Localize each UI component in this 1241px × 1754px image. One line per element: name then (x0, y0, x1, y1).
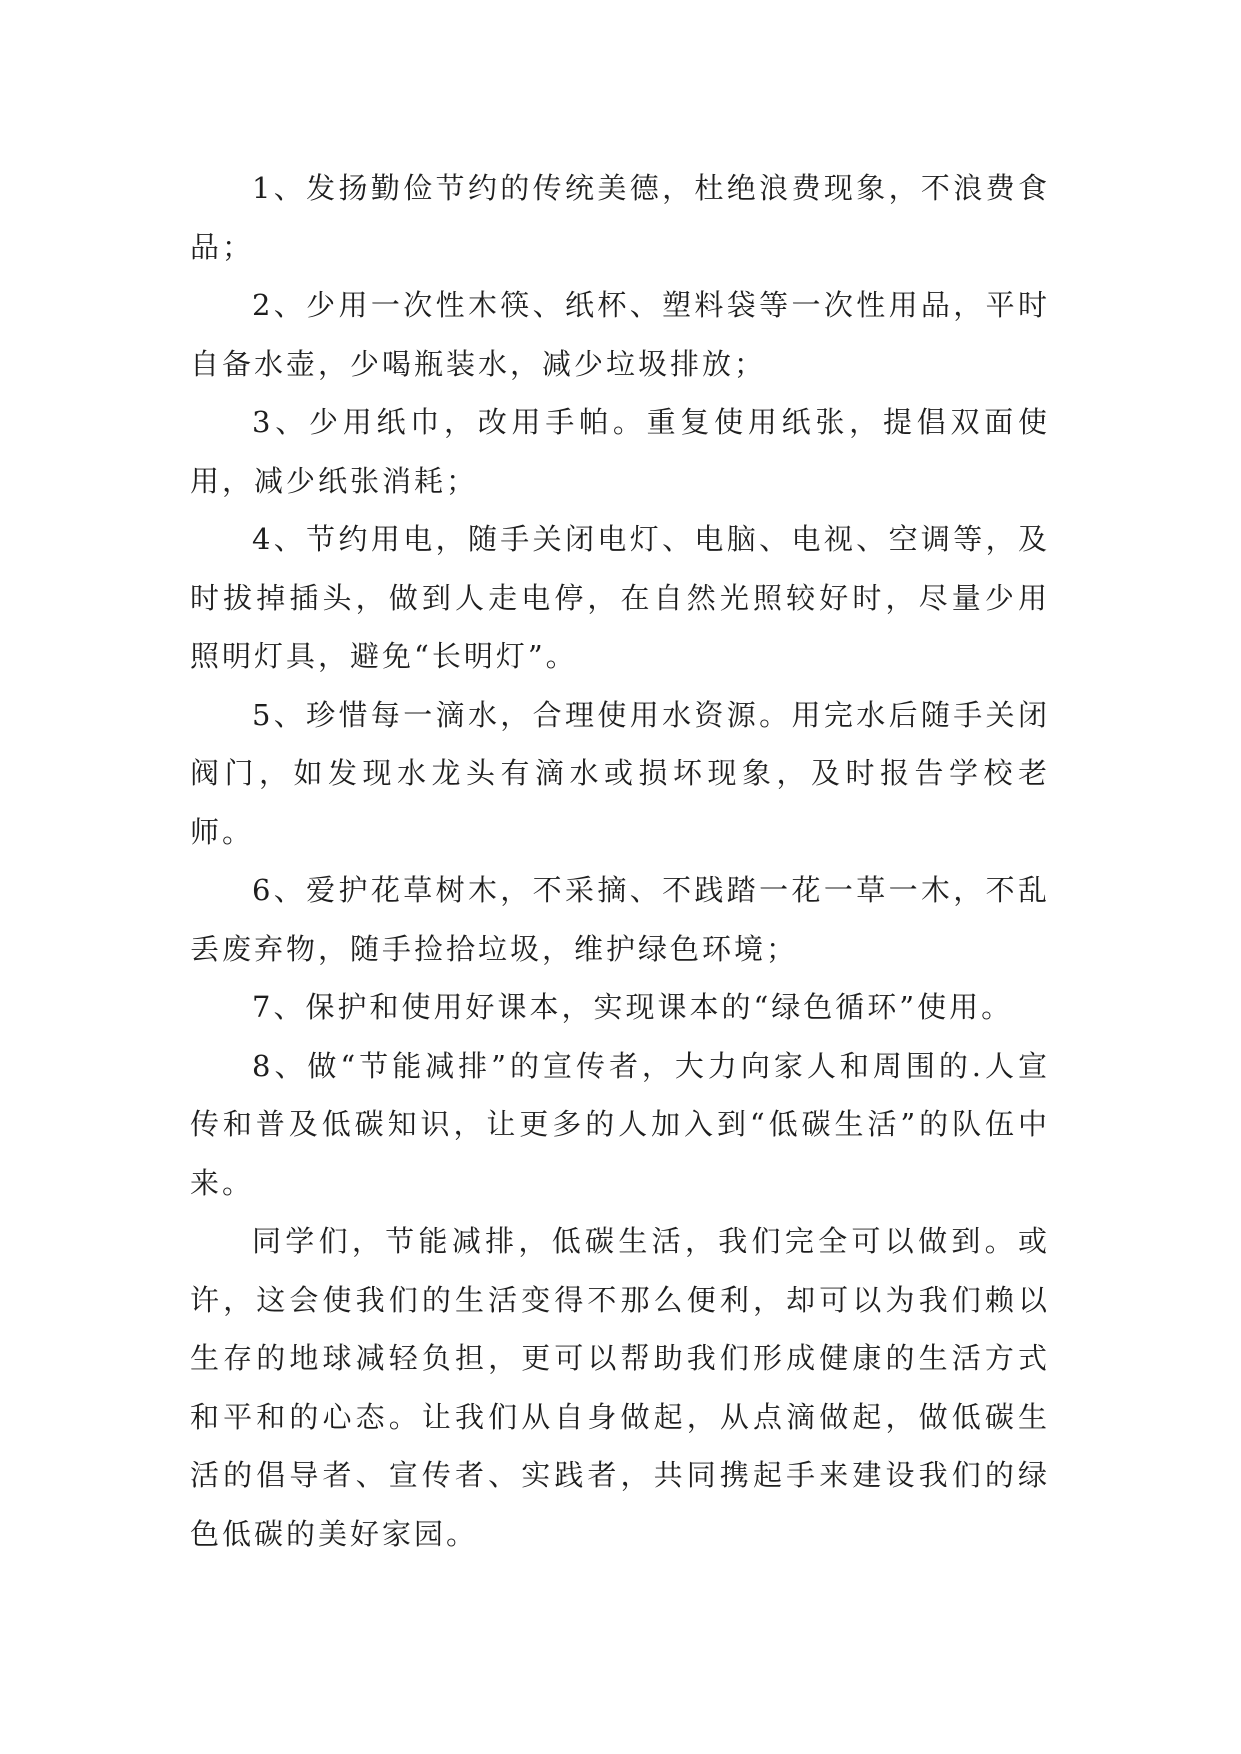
paragraph-item-6: 6、爱护花草树木，不采摘、不践踏一花一草一木，不乱丢废弃物，随手捡拾垃圾，维护绿色环境； (190, 873, 1050, 966)
paragraph-item-7: 7、保护和使用好课本，实现课本的“绿色循环”使用。 (252, 990, 1014, 1024)
closing-paragraph: 同学们，节能减排，低碳生活，我们完全可以做到。或许，这会使我们的生活变得不那么便利，却可以为我们赖以生存的地球减轻负担，更可以帮助我们形成健康的生活方式和平和的心态。让我们从自身做起，从点滴做起，做低碳生活的倡导者、宣传者、实践者，共同携起手来建设我们的绿色低碳的美好家园。 (190, 1224, 1050, 1551)
paragraph-item-4: 4、节约用电，随手关闭电灯、电脑、电视、空调等，及时拔掉插头，做到人走电停，在自然光照较好时，尽量少用照明灯具，避免“长明灯”。 (190, 522, 1050, 673)
paragraph-item-3: 3、少用纸巾，改用手帕。重复使用纸张，提倡双面使用，减少纸张消耗； (190, 405, 1050, 498)
paragraph-item-8: 8、做“节能减排”的宣传者，大力向家人和周围的.人宣传和普及低碳知识，让更多的人加入到“低碳生活”的队伍中来。 (190, 1048, 1050, 1200)
paragraph-item-2: 2、少用一次性木筷、纸杯、塑料袋等一次性用品，平时自备水壶，少喝瓶装水，减少垃圾排放； (190, 288, 1050, 381)
paragraph-item-5: 5、珍惜每一滴水，合理使用水资源。用完水后随手关闭阀门，如发现水龙头有滴水或损坏现象，及时报告学校老师。 (190, 697, 1050, 849)
document-body (190, 159, 1050, 1563)
paragraph-item-1: 1、发扬勤俭节约的传统美德，杜绝浪费现象，不浪费食品； (190, 171, 1050, 264)
